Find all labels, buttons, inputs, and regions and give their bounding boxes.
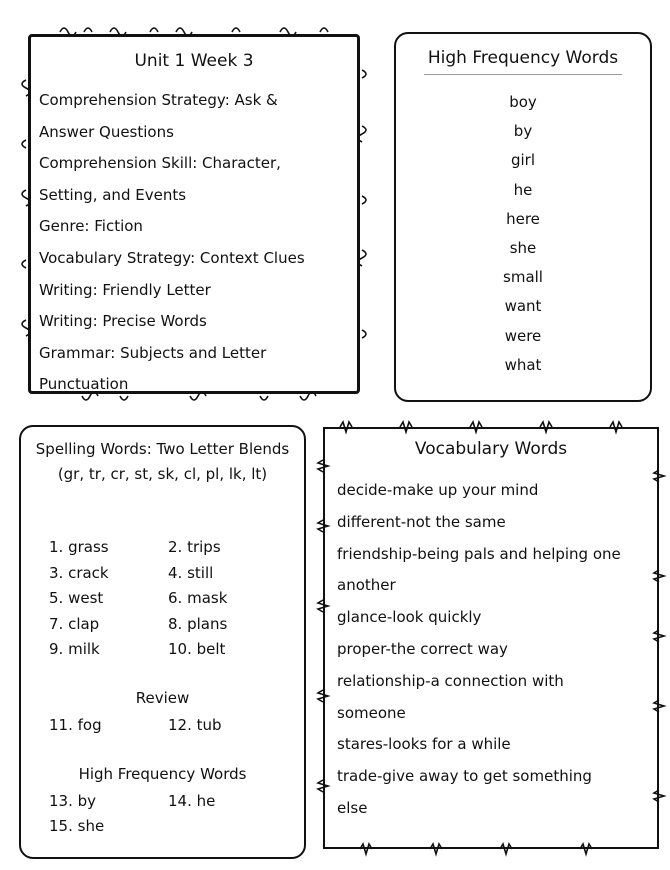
list-item: Writing: Precise Words (39, 312, 207, 331)
list-item: want (504, 297, 542, 316)
list-item: else (337, 798, 368, 817)
review-heading: Review (135, 689, 190, 707)
list-item (49, 814, 299, 839)
list-item: Genre: Fiction (39, 217, 143, 236)
list-item: different-not the same (337, 512, 506, 531)
high-frequency-words-box (394, 32, 652, 402)
unit-overview-box (28, 34, 360, 394)
spelling-word: 8. plans (168, 615, 228, 633)
unit-title: Unit 1 Week 3 (134, 51, 254, 71)
list-item: someone (337, 703, 406, 722)
spelling-word: 4. still (168, 564, 214, 582)
spelling-word: 6. mask (168, 589, 228, 607)
spelling-word: 7. clap (49, 615, 100, 633)
review-word: 11. fog (49, 716, 102, 734)
list-item: Grammar: Subjects and Letter (39, 343, 267, 362)
list-item: Writing: Friendly Letter (39, 280, 211, 299)
list-item: Answer Questions (39, 122, 174, 141)
high-frequency-word: 14. he (168, 792, 216, 810)
list-item (49, 637, 299, 662)
high-frequency-title: High Frequency Words (427, 48, 619, 68)
spelling-word: 2. trips (168, 538, 221, 556)
vocabulary-title: Vocabulary Words (414, 439, 568, 459)
list-item: he (513, 180, 533, 199)
list-item: here (506, 209, 540, 228)
list-item: by (513, 122, 533, 141)
list-item (49, 586, 299, 611)
list-item: what (504, 355, 542, 374)
list-item: another (337, 576, 396, 595)
title-underline (424, 74, 622, 75)
list-item: glance-look quickly (337, 608, 482, 627)
list-item: friendship-being pals and helping one (337, 544, 621, 563)
spelling-title: Spelling Words: Two Letter Blends (gr, tr, cr, st, sk, cl, pl, lk, lt) (35, 440, 290, 483)
vocabulary-words-box (323, 427, 659, 849)
list-item: decide-make up your mind (337, 481, 539, 499)
spelling-word: 5. west (49, 589, 104, 607)
list-item (49, 612, 299, 637)
list-item: Setting, and Events (39, 185, 187, 204)
list-item (49, 713, 299, 738)
spelling-word: 1. grass (49, 538, 109, 556)
list-item: trade-give away to get something (337, 767, 592, 786)
list-item: small (503, 268, 543, 287)
high-frequency-heading: High Frequency Words (78, 765, 247, 783)
list-item: stares-looks for a while (337, 735, 511, 754)
list-item: relationship-a connection with (337, 671, 564, 690)
list-item: she (509, 239, 537, 258)
list-item (49, 789, 299, 814)
vocabulary-list (337, 475, 621, 825)
high-frequency-word: 15. she (49, 817, 105, 835)
list-item (49, 535, 299, 560)
unit-topic-list (39, 85, 305, 401)
spelling-word: 3. crack (49, 564, 109, 582)
review-word: 12. tub (168, 716, 222, 734)
spelling-word: 9. milk (49, 640, 100, 658)
high-frequency-word-list (396, 88, 650, 380)
list-item (49, 561, 299, 586)
list-item: Vocabulary Strategy: Context Clues (39, 248, 305, 267)
list-item: girl (510, 151, 536, 170)
list-item: proper-the correct way (337, 639, 508, 658)
spelling-word: 10. belt (168, 640, 226, 658)
list-item: Comprehension Skill: Character, (39, 154, 281, 173)
list-item: were (504, 326, 542, 345)
list-item: Punctuation (39, 375, 129, 394)
high-frequency-word: 13. by (49, 792, 97, 810)
list-item: boy (509, 93, 537, 111)
spelling-words-box (19, 425, 306, 859)
list-item: Comprehension Strategy: Ask & (39, 91, 278, 109)
